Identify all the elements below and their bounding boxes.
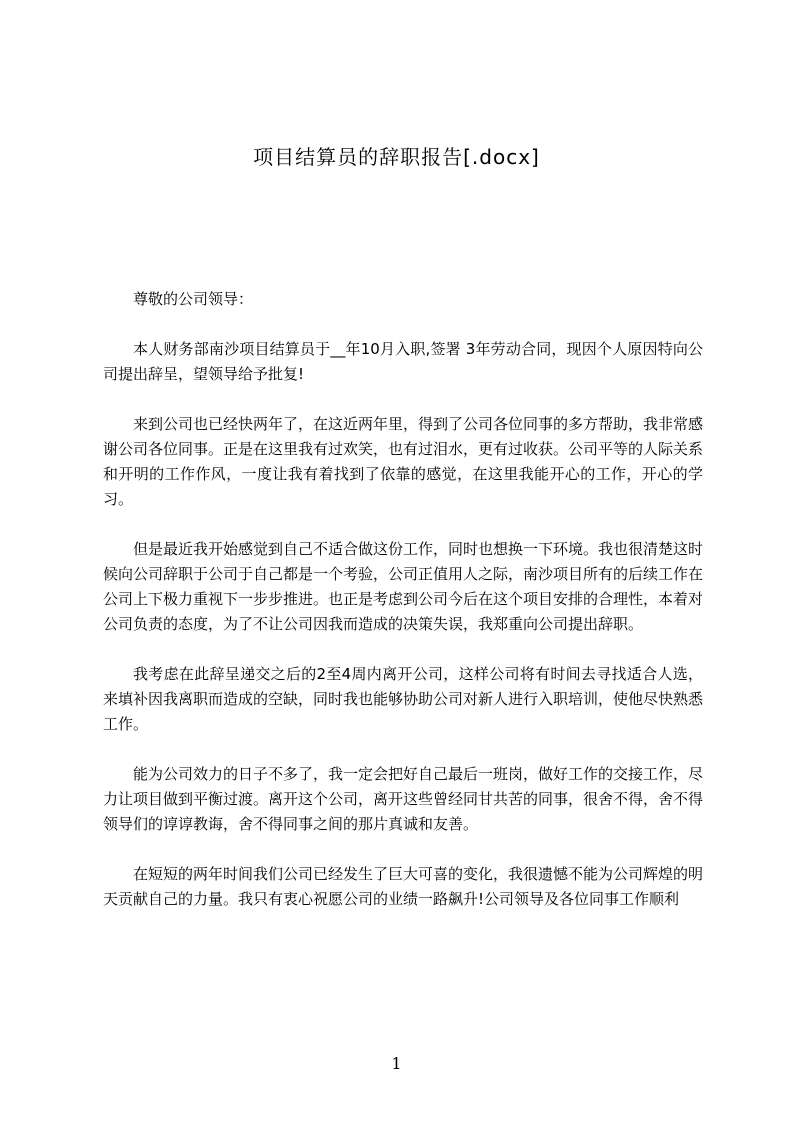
document-title: 项目结算员的辞职报告[.docx]: [253, 145, 540, 169]
document-body: [103, 287, 703, 937]
paragraph: 在短短的两年时间我们公司已经发生了巨大可喜的变化，我很遗憾不能为公司辉煌的明天贡献自己的力量。我只有衷心祝愿公司的业绩一路飙升!公司领导及各位同事工作顺利: [103, 865, 704, 908]
paragraph: 我考虑在此辞呈递交之后的2至4周内离开公司，这样公司将有时间去寻找适合人选，来填补因我离职而造成的空缺，同时我也能够协助公司对新人进行入职培训，使他尽快熟悉工作。: [103, 665, 704, 733]
paragraph: 但是最近我开始感觉到自己不适合做这份工作，同时也想换一下环境。我也很清楚这时候向公司辞职于公司于自己都是一个考验，公司正值用人之际，南沙项目所有的后续工作在公司上下极力重视下一步步推进。也正是考虑到公司今后在这个项目安排的合理性，本着对公司负责的态度，为了不让公司因我而造成的决策失误，我郑重向公司提出辞职。: [103, 540, 704, 633]
paragraph: 来到公司也已经快两年了，在这近两年里，得到了公司各位同事的多方帮助，我非常感谢公司各位同事。正是在这里我有过欢笑，也有过泪水，更有过收获。公司平等的人际关系和开明的工作作风，一度让我有着找到了依靠的感觉，在这里我能开心的工作，开心的学习。: [103, 415, 704, 508]
paragraph: 本人财务部南沙项目结算员于__年10月入职,签署 3年劳动合同，现因个人原因特向公司提出辞呈，望领导给予批复!: [103, 340, 703, 383]
paragraph: 能为公司效力的日子不多了，我一定会把好自己最后一班岗，做好工作的交接工作，尽力让项目做到平衡过渡。离开这个公司，离开这些曾经同甘共苦的同事，很舍不得，舍不得领导们的谆谆教诲，舍不得同事之间的那片真诚和友善。: [103, 765, 704, 833]
page-number: 1: [391, 1054, 402, 1073]
salutation: 尊敬的公司领导：: [133, 290, 254, 308]
